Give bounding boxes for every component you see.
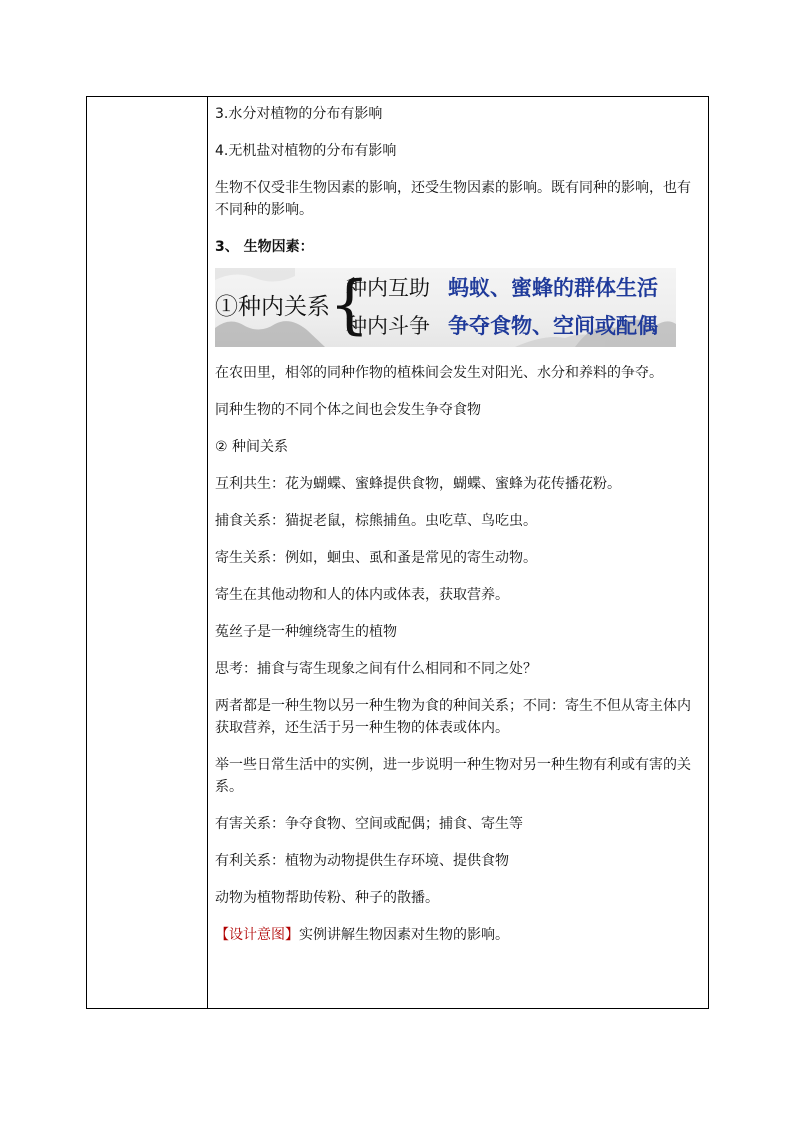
- brace-icon: {: [329, 268, 370, 342]
- paragraph-farmland: 在农田里，相邻的同种作物的植株间会发生对阳光、水分和养料的争夺。: [215, 365, 663, 381]
- heading-interspecific: ② 种间关系: [215, 439, 289, 455]
- paragraph-harmful: 有害关系：争夺食物、空间或配偶；捕食、寄生等: [215, 816, 523, 832]
- design-intent-tag: 【设计意图】: [215, 927, 299, 943]
- intraspecific-relation-image: [215, 268, 676, 347]
- heading-biotic-factors: 3、 生物因素：: [215, 239, 314, 255]
- paragraph-examples: 举一些日常生活中的实例，进一步说明一种生物对另一种生物有利或有害的关系。: [215, 757, 691, 795]
- banner-row1-value: 蚂蚁、蜜蜂的群体生活: [448, 275, 658, 300]
- content-cell: [208, 97, 709, 1009]
- banner-row1-key: 种内互助: [346, 276, 430, 300]
- paragraph-water: 3.水分对植物的分布有影响: [215, 106, 383, 122]
- paragraph-mutualism: 互利共生：花为蝴蝶、蜜蜂提供食物，蝴蝶、蜜蜂为花传播花粉。: [215, 476, 621, 492]
- paragraph-beneficial: 有利关系：植物为动物提供生存环境、提供食物: [215, 853, 509, 869]
- content-body: [208, 97, 708, 946]
- paragraph-parasite-host: 寄生在其他动物和人的体内或体表，获取营养。: [215, 587, 509, 603]
- design-intent-text: 实例讲解生物因素对生物的影响。: [299, 927, 509, 943]
- paragraph-think: 思考：捕食与寄生现象之间有什么相同和不同之处？: [215, 661, 537, 677]
- banner-row2-value: 争夺食物、空间或配偶: [448, 313, 658, 338]
- banner-title: ①种内关系: [215, 294, 330, 320]
- paragraph-intro: 生物不仅受非生物因素的影响，还受生物因素的影响。既有同种的影响，也有不同种的影响。: [215, 180, 691, 218]
- paragraph-pollination: 动物为植物帮助传粉、种子的散播。: [215, 890, 439, 906]
- paragraph-salt: 4.无机盐对植物的分布有影响: [215, 143, 397, 159]
- paragraph-answer: 两者都是一种生物以另一种生物为食的种间关系；不同：寄生不但从寄主体内获取营养，还生活于另一种生物的体表或体内。: [215, 698, 691, 736]
- paragraph-design-intent: [215, 924, 702, 946]
- paragraph-dodder: 菟丝子是一种缠绕寄生的植物: [215, 624, 397, 640]
- paragraph-same-species: 同种生物的不同个体之间也会发生争夺食物: [215, 402, 481, 418]
- left-column-cell: [87, 97, 208, 1009]
- paragraph-predation: 捕食关系：猫捉老鼠，棕熊捕鱼。虫吃草、鸟吃虫。: [215, 513, 537, 529]
- banner-row2-key: 种内斗争: [346, 314, 430, 338]
- lesson-table: [86, 96, 709, 1009]
- paragraph-parasitism: 寄生关系：例如，蛔虫、虱和蚤是常见的寄生动物。: [215, 550, 537, 566]
